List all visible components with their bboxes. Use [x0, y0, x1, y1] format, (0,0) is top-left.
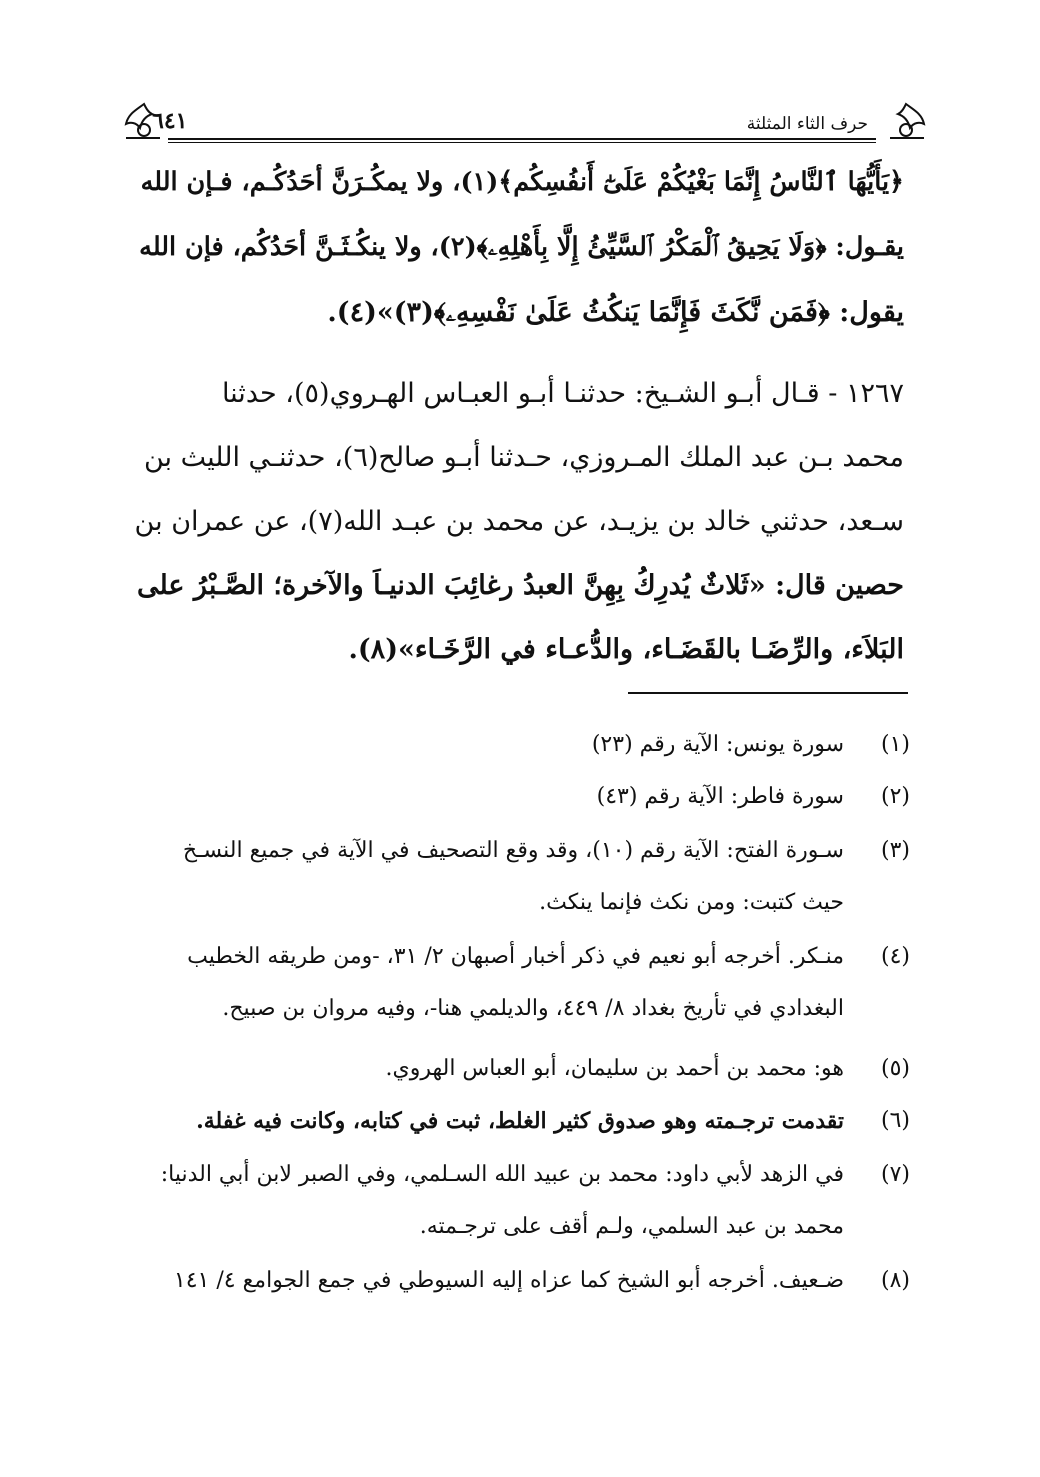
footnote-number: (٨) [880, 1268, 910, 1293]
footnote-separator [628, 692, 908, 694]
footnote-text: سـورة الفتح: الآية رقم (١٠)، وقد وقع التصحيف في الآية في جميع النسـخ [182, 838, 844, 863]
footnote-text-continued: حيث كتبت: ومن نكث فإنما ينكث. [539, 890, 844, 915]
footnote-number: (٦) [880, 1108, 910, 1133]
hadith-line-1: ١٢٦٧ - قـال أبـو الشـيخ: حدثنـا أبـو العبـاس الهـروي(٥)، حدثنا [221, 378, 904, 409]
verse-line-1: ﴿يَأَيُّهَا ٱلنَّاسُ إِنَّمَا بَغْيُكُمْ عَلَىٰٓ أَنفُسِكُم﴾(١)، ولا يمكُـرَنَّ أحَدُكُـم، فـإن الله [140, 167, 904, 197]
hadith-line-5: البَلاَء، والرِّضَـا بالقَضَـاء، والدُّعـاء في الرَّخَـاء»(٨). [348, 634, 904, 665]
footnote-number: (٥) [880, 1056, 910, 1081]
footnote-text: سورة يونس: الآية رقم (٢٣) [591, 732, 844, 757]
page-header [122, 100, 928, 140]
verse-line-2: يقـول: ﴿وَلَا يَحِيقُ ٱلْمَكْرُ ٱلسَّيِّئُ إِلَّا بِأَهْلِهِۦ﴾(٢)، ولا ينكُـثَـنَّ أحَدُكُم، فإن الله [139, 232, 904, 262]
header-ornament-left-icon [122, 100, 166, 144]
hadith-paragraph [130, 378, 904, 678]
footnote-text: ضـعيف. أخرجه أبو الشيخ كما عزاه إليه السيوطي في جمع الجوامع ٤/ ١٤١ [173, 1268, 844, 1293]
header-rule [168, 138, 876, 140]
verse-line-3: يقول: ﴿فَمَن نَّكَثَ فَإِنَّمَا يَنكُثُ عَلَىٰ نَفْسِهِۦ﴾(٣)»(٤). [327, 297, 904, 328]
footnote-number: (١) [880, 732, 910, 757]
footnote-text: تقدمت ترجـمته وهو صدوق كثير الغلط، ثبت في كتابه، وكانت فيه غفلة. [196, 1108, 844, 1134]
footnote-text: منـكر. أخرجه أبو نعيم في ذكر أخبار أصبهان ٢/ ٣١، -ومن طريقه الخطيب [187, 944, 844, 969]
header-ornament-right-icon [884, 100, 928, 144]
header-rule-thin [168, 142, 876, 143]
footnote-number: (٧) [880, 1162, 910, 1187]
verse-paragraph [130, 166, 904, 346]
footnote-text-continued: البغدادي في تأريخ بغداد ٨/ ٤٤٩، والديلمي هنا-، وفيه مروان بن صبيح. [222, 996, 844, 1021]
header-chapter-title: حرف الثاء المثلثة [746, 114, 868, 134]
footnote-text-continued: محمد بن عبد السلمي، ولـم أقف على ترجـمته. [419, 1214, 844, 1239]
hadith-line-4: حصين قال: «ثَلاثٌ يُدرِكُ بِهِنَّ العبدُ رغائِبَ الدنيـاَ والآخرة؛ الصَّـبْرُ على [136, 570, 904, 601]
footnote-text: سورة فاطر: الآية رقم (٤٣) [596, 784, 844, 809]
footnote-text: في الزهد لأبي داود: محمد بن عبيد الله السـلمي، وفي الصبر لابن أبي الدنيا: [160, 1162, 844, 1187]
hadith-line-2: محمد بـن عبد الملك المـروزي، حـدثنا أبـو صالح(٦)، حدثنـي الليث بن [144, 442, 904, 473]
footnote-number: (٢) [880, 784, 910, 809]
footnote-number: (٤) [880, 944, 910, 969]
footnote-text: هو: محمد بن أحمد بن سليمان، أبو العباس الهروي. [385, 1056, 844, 1081]
footnote-number: (٣) [880, 838, 910, 863]
page-number: ٦٤١ [152, 108, 188, 134]
hadith-line-3: سـعد، حدثني خالد بن يزيـد، عن محمد بن عبـد الله(٧)، عن عمران بن [134, 506, 904, 537]
